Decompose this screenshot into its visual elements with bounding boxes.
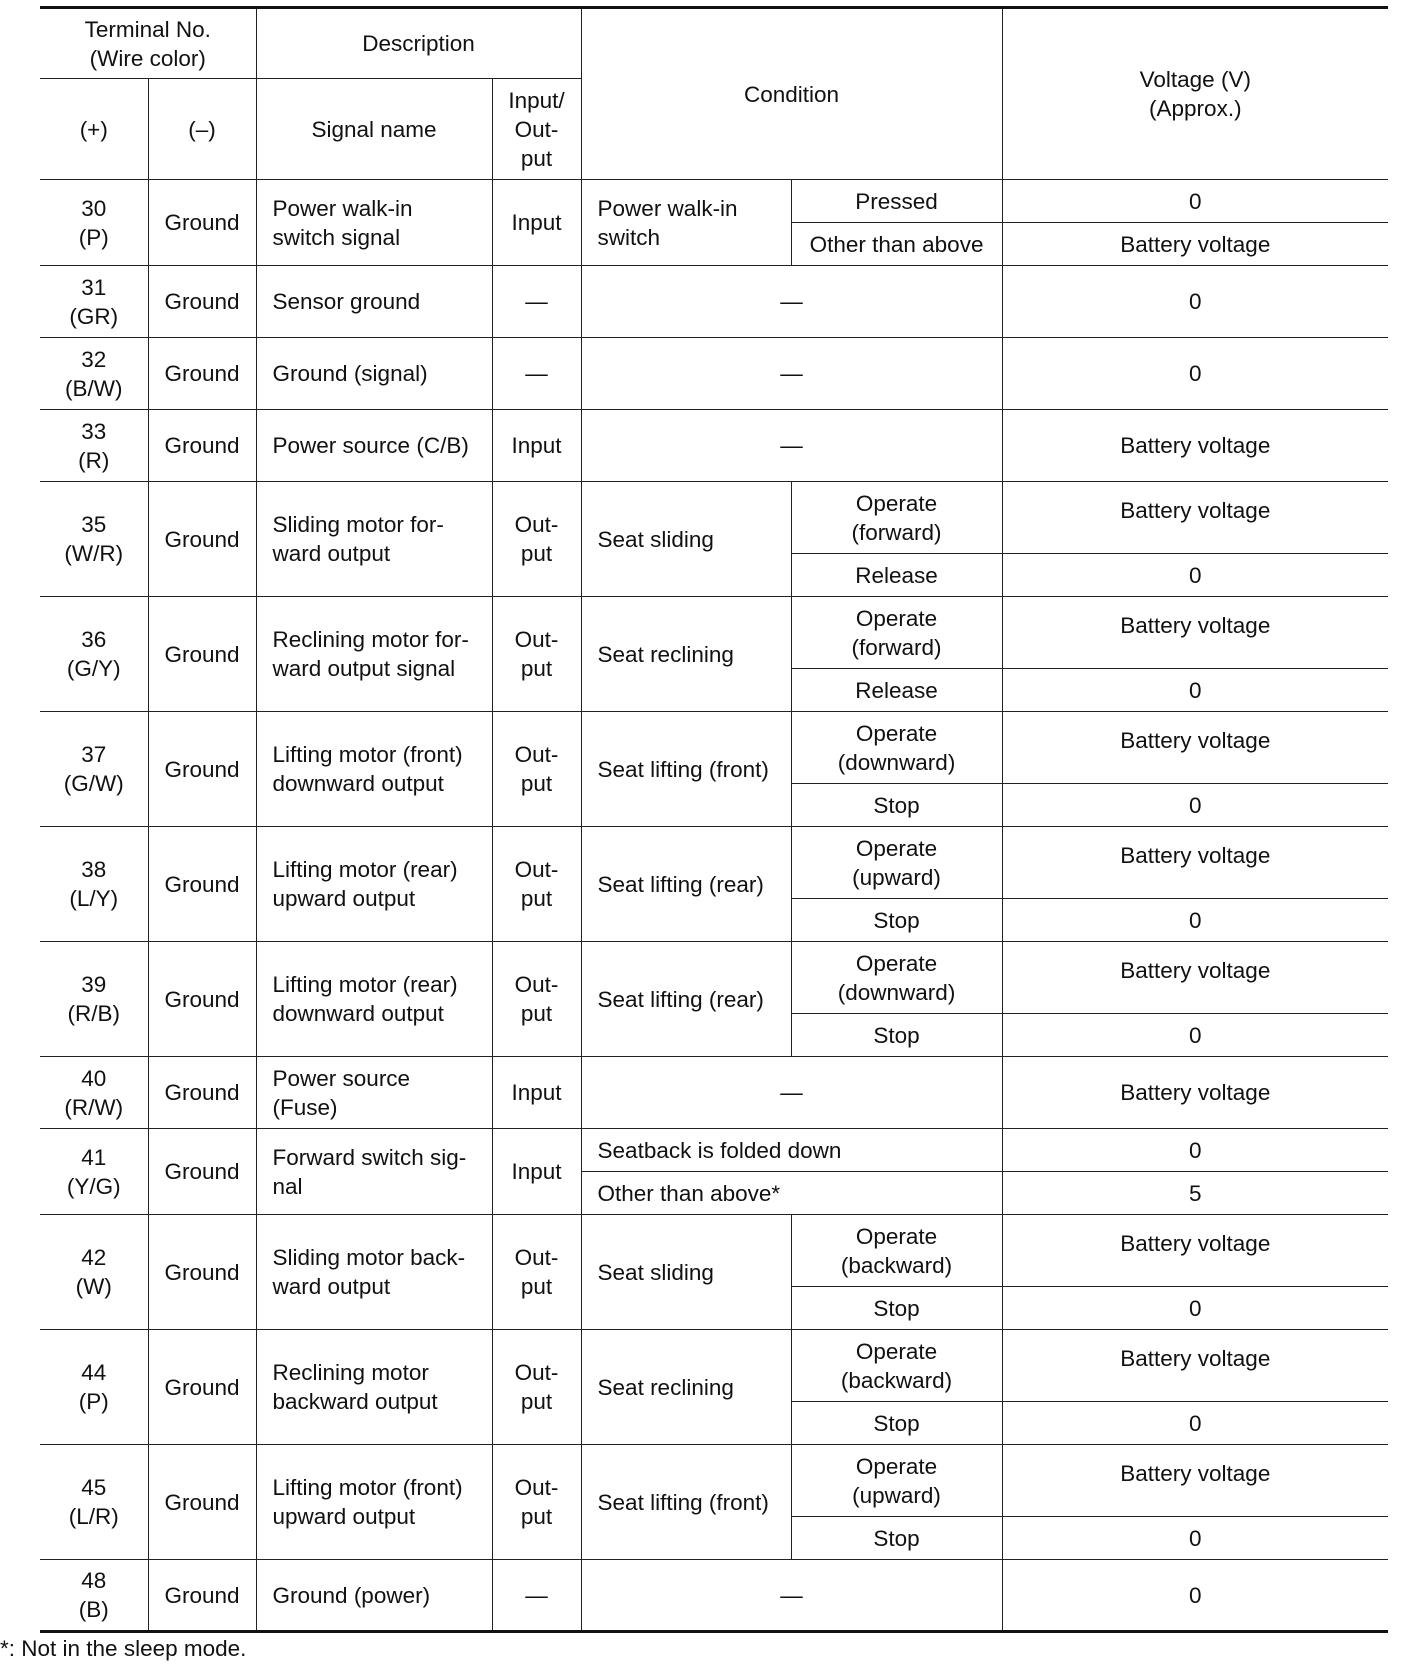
table-row bbox=[40, 482, 1388, 554]
signal-cell: Reclining motor backward output bbox=[256, 1330, 492, 1445]
terminal-table bbox=[40, 6, 1388, 1633]
table-row bbox=[40, 942, 1388, 1014]
signal-cell: Lifting motor (front) upward output bbox=[256, 1445, 492, 1560]
terminal-cell: 42 (W) bbox=[40, 1215, 148, 1330]
state-cell: Operate (forward) bbox=[791, 597, 1002, 669]
state-cell: Stop bbox=[791, 1287, 1002, 1330]
voltage-cell: 5 bbox=[1002, 1172, 1388, 1215]
header-voltage: Voltage (V) (Approx.) bbox=[1002, 8, 1388, 180]
table-row bbox=[40, 597, 1388, 669]
table-row bbox=[40, 180, 1388, 223]
ground-cell: Ground bbox=[148, 1129, 256, 1215]
table-row bbox=[40, 266, 1388, 338]
voltage-cell: Battery voltage bbox=[1002, 827, 1388, 899]
terminal-spec-sheet bbox=[0, 6, 1388, 1666]
io-cell: Input bbox=[492, 1057, 581, 1129]
terminal-cell: 48 (B) bbox=[40, 1560, 148, 1632]
io-cell: Out- put bbox=[492, 1445, 581, 1560]
table-row bbox=[40, 410, 1388, 482]
condition-cell: — bbox=[581, 338, 1002, 410]
ground-cell: Ground bbox=[148, 1215, 256, 1330]
voltage-cell: Battery voltage bbox=[1002, 482, 1388, 554]
terminal-cell: 30 (P) bbox=[40, 180, 148, 266]
io-cell: Out- put bbox=[492, 1215, 581, 1330]
header-minus: (–) bbox=[148, 79, 256, 180]
condition-cell: Seatback is folded down bbox=[581, 1129, 1002, 1172]
condition-cell: — bbox=[581, 1560, 1002, 1632]
signal-cell: Lifting motor (rear) upward output bbox=[256, 827, 492, 942]
signal-cell: Lifting motor (rear) downward output bbox=[256, 942, 492, 1057]
table-row bbox=[40, 1129, 1388, 1172]
signal-cell: Sliding motor back- ward output bbox=[256, 1215, 492, 1330]
header-description: Description bbox=[256, 8, 581, 79]
io-cell: Input bbox=[492, 180, 581, 266]
voltage-cell: Battery voltage bbox=[1002, 1215, 1388, 1287]
voltage-cell: 0 bbox=[1002, 784, 1388, 827]
terminal-cell: 32 (B/W) bbox=[40, 338, 148, 410]
ground-cell: Ground bbox=[148, 266, 256, 338]
ground-cell: Ground bbox=[148, 1057, 256, 1129]
state-cell: Operate (backward) bbox=[791, 1330, 1002, 1402]
terminal-cell: 40 (R/W) bbox=[40, 1057, 148, 1129]
condition-cell: Seat reclining bbox=[581, 1330, 791, 1445]
state-cell: Other than above bbox=[791, 223, 1002, 266]
table-row bbox=[40, 712, 1388, 784]
condition-cell: Seat lifting (rear) bbox=[581, 942, 791, 1057]
state-cell: Operate (forward) bbox=[791, 482, 1002, 554]
condition-cell: Seat lifting (rear) bbox=[581, 827, 791, 942]
header-input-output: Input/ Out- put bbox=[492, 79, 581, 180]
signal-cell: Lifting motor (front) downward output bbox=[256, 712, 492, 827]
voltage-cell: Battery voltage bbox=[1002, 1057, 1388, 1129]
voltage-cell: 0 bbox=[1002, 1287, 1388, 1330]
voltage-cell: 0 bbox=[1002, 338, 1388, 410]
voltage-cell: 0 bbox=[1002, 180, 1388, 223]
voltage-cell: Battery voltage bbox=[1002, 1445, 1388, 1517]
condition-cell: Power walk-in switch bbox=[581, 180, 791, 266]
voltage-cell: Battery voltage bbox=[1002, 223, 1388, 266]
condition-cell: Other than above* bbox=[581, 1172, 1002, 1215]
state-cell: Operate (backward) bbox=[791, 1215, 1002, 1287]
condition-cell: Seat sliding bbox=[581, 482, 791, 597]
table-row bbox=[40, 1215, 1388, 1287]
state-cell: Release bbox=[791, 554, 1002, 597]
state-cell: Operate (upward) bbox=[791, 827, 1002, 899]
voltage-cell: 0 bbox=[1002, 1517, 1388, 1560]
state-cell: Release bbox=[791, 669, 1002, 712]
signal-cell: Ground (power) bbox=[256, 1560, 492, 1632]
voltage-cell: 0 bbox=[1002, 1129, 1388, 1172]
header-row-1 bbox=[40, 8, 1388, 79]
voltage-cell: 0 bbox=[1002, 1402, 1388, 1445]
table-row bbox=[40, 1330, 1388, 1402]
terminal-cell: 45 (L/R) bbox=[40, 1445, 148, 1560]
io-cell: Out- put bbox=[492, 482, 581, 597]
terminal-cell: 33 (R) bbox=[40, 410, 148, 482]
condition-cell: Seat reclining bbox=[581, 597, 791, 712]
voltage-cell: Battery voltage bbox=[1002, 597, 1388, 669]
signal-cell: Power walk-in switch signal bbox=[256, 180, 492, 266]
condition-cell: Seat lifting (front) bbox=[581, 712, 791, 827]
condition-cell: Seat sliding bbox=[581, 1215, 791, 1330]
io-cell: Input bbox=[492, 410, 581, 482]
state-cell: Stop bbox=[791, 899, 1002, 942]
signal-cell: Sliding motor for- ward output bbox=[256, 482, 492, 597]
header-signal-name: Signal name bbox=[256, 79, 492, 180]
signal-cell: Reclining motor for- ward output signal bbox=[256, 597, 492, 712]
voltage-cell: Battery voltage bbox=[1002, 1330, 1388, 1402]
table-row bbox=[40, 1057, 1388, 1129]
voltage-cell: 0 bbox=[1002, 1560, 1388, 1632]
table-row bbox=[40, 827, 1388, 899]
condition-cell: Seat lifting (front) bbox=[581, 1445, 791, 1560]
voltage-cell: Battery voltage bbox=[1002, 410, 1388, 482]
table-row bbox=[40, 1560, 1388, 1632]
signal-cell: Power source (Fuse) bbox=[256, 1057, 492, 1129]
state-cell: Stop bbox=[791, 784, 1002, 827]
terminal-cell: 35 (W/R) bbox=[40, 482, 148, 597]
ground-cell: Ground bbox=[148, 338, 256, 410]
table-row bbox=[40, 338, 1388, 410]
ground-cell: Ground bbox=[148, 942, 256, 1057]
io-cell: Out- put bbox=[492, 597, 581, 712]
ground-cell: Ground bbox=[148, 597, 256, 712]
terminal-cell: 39 (R/B) bbox=[40, 942, 148, 1057]
signal-cell: Power source (C/B) bbox=[256, 410, 492, 482]
terminal-cell: 38 (L/Y) bbox=[40, 827, 148, 942]
io-cell: — bbox=[492, 338, 581, 410]
header-plus: (+) bbox=[40, 79, 148, 180]
signal-cell: Sensor ground bbox=[256, 266, 492, 338]
state-cell: Operate (upward) bbox=[791, 1445, 1002, 1517]
condition-cell: — bbox=[581, 266, 1002, 338]
ground-cell: Ground bbox=[148, 180, 256, 266]
terminal-cell: 37 (G/W) bbox=[40, 712, 148, 827]
ground-cell: Ground bbox=[148, 1330, 256, 1445]
voltage-cell: 0 bbox=[1002, 899, 1388, 942]
ground-cell: Ground bbox=[148, 1560, 256, 1632]
condition-cell: — bbox=[581, 1057, 1002, 1129]
ground-cell: Ground bbox=[148, 482, 256, 597]
ground-cell: Ground bbox=[148, 410, 256, 482]
state-cell: Pressed bbox=[791, 180, 1002, 223]
ground-cell: Ground bbox=[148, 1445, 256, 1560]
terminal-cell: 36 (G/Y) bbox=[40, 597, 148, 712]
ground-cell: Ground bbox=[148, 712, 256, 827]
voltage-cell: 0 bbox=[1002, 1014, 1388, 1057]
header-condition: Condition bbox=[581, 8, 1002, 180]
io-cell: Out- put bbox=[492, 1330, 581, 1445]
voltage-cell: Battery voltage bbox=[1002, 712, 1388, 784]
io-cell: — bbox=[492, 1560, 581, 1632]
state-cell: Stop bbox=[791, 1014, 1002, 1057]
condition-cell: — bbox=[581, 410, 1002, 482]
io-cell: Out- put bbox=[492, 942, 581, 1057]
voltage-cell: Battery voltage bbox=[1002, 942, 1388, 1014]
state-cell: Operate (downward) bbox=[791, 712, 1002, 784]
terminal-cell: 41 (Y/G) bbox=[40, 1129, 148, 1215]
signal-cell: Forward switch sig- nal bbox=[256, 1129, 492, 1215]
io-cell: — bbox=[492, 266, 581, 338]
signal-cell: Ground (signal) bbox=[256, 338, 492, 410]
state-cell: Stop bbox=[791, 1517, 1002, 1560]
table-row bbox=[40, 1445, 1388, 1517]
voltage-cell: 0 bbox=[1002, 669, 1388, 712]
io-cell: Input bbox=[492, 1129, 581, 1215]
io-cell: Out- put bbox=[492, 827, 581, 942]
terminal-cell: 31 (GR) bbox=[40, 266, 148, 338]
voltage-cell: 0 bbox=[1002, 554, 1388, 597]
terminal-cell: 44 (P) bbox=[40, 1330, 148, 1445]
state-cell: Operate (downward) bbox=[791, 942, 1002, 1014]
footnote: *: Not in the sleep mode. bbox=[0, 1636, 247, 1661]
ground-cell: Ground bbox=[148, 827, 256, 942]
header-terminal: Terminal No. (Wire color) bbox=[40, 8, 256, 79]
voltage-cell: 0 bbox=[1002, 266, 1388, 338]
state-cell: Stop bbox=[791, 1402, 1002, 1445]
io-cell: Out- put bbox=[492, 712, 581, 827]
